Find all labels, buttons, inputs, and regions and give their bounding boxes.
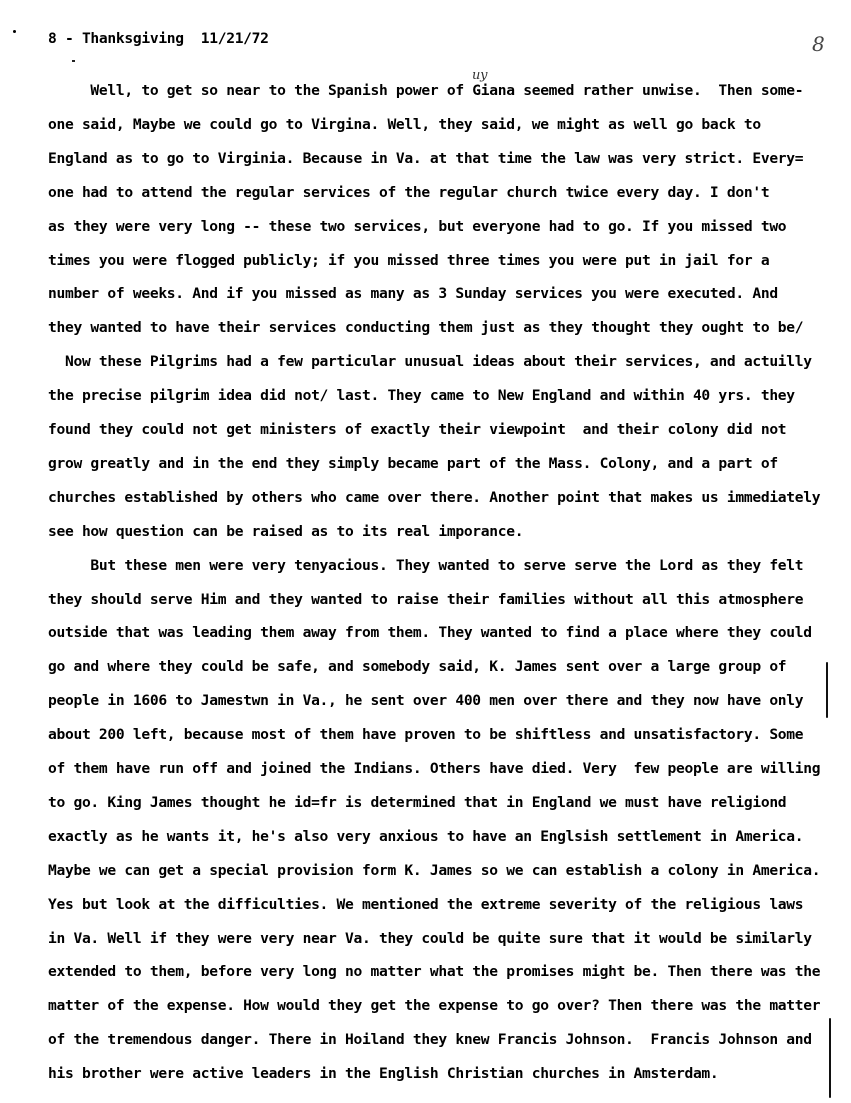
text-line: see how question can be raised as to its real imporance. — [48, 522, 524, 540]
page-header: 8 - Thanksgiving 11/21/72 — [48, 30, 269, 47]
text-line: found they could not get ministers of exactly their viewpoint and their colony did not — [48, 421, 787, 438]
margin-bar-mark — [829, 1018, 831, 1098]
text-line: matter of the expense. How would they get the expense to go over? Then there was the matter — [48, 997, 821, 1015]
text-line: to go. King James thought he id=fr is determined that in England we must have religiond — [48, 793, 787, 811]
handwritten-annotation: uy — [472, 68, 488, 83]
text-line: churches established by others who came over there. Another point that makes us immediately — [48, 488, 821, 506]
text-line: times you were flogged publicly; if you missed three times you were put in jail for a — [48, 251, 770, 269]
text-line: one had to attend the regular services of the regular church twice every day. I don't — [48, 183, 770, 201]
text-line: they wanted to have their services conducting them just as they thought they ought to be/ — [48, 319, 804, 337]
text-line: number of weeks. And if you missed as many as 3 Sunday services you were executed. And — [48, 285, 778, 303]
handwritten-page-number: 8 — [812, 32, 825, 56]
text-line: go and where they could be safe, and somebody said, K. James sent over a large group of — [48, 658, 787, 676]
text-line: Yes but look at the difficulties. We mentioned the extreme severity of the religious laws — [48, 895, 804, 913]
text-line: of them have run off and joined the Indians. Others have died. Very few people are willing — [48, 760, 821, 777]
text-line: exactly as he wants it, he's also very anxious to have an Englsish settlement in America. — [48, 827, 804, 845]
corner-dot-mark — [13, 30, 16, 33]
text-line: his brother were active leaders in the English Christian churches in Amsterdam. — [48, 1065, 719, 1083]
text-line: in Va. Well if they were very near Va. they could be quite sure that it would be similarly — [48, 929, 812, 947]
text-line: the precise pilgrim idea did not/ last. They came to New England and within 40 yrs. they — [48, 387, 795, 405]
text-line: outside that was leading them away from them. They wanted to find a place where they could — [48, 624, 812, 642]
margin-bar-mark — [826, 662, 828, 718]
text-line: extended to them, before very long no matter what the promises might be. Then there was the — [48, 963, 821, 981]
text-line: they should serve Him and they wanted to raise their families without all this atmosphere — [48, 590, 804, 608]
text-line: about 200 left, because most of them have proven to be shiftless and unsatisfactory. Some — [48, 726, 804, 744]
text-line: But these men were very tenyacious. They wanted to serve serve the Lord as they felt — [48, 556, 804, 574]
text-line: Well, to get so near to the Spanish power of Giana seemed rather unwise. Then some- — [48, 82, 804, 99]
text-line: one said, Maybe we could go to Virgina. Well, they said, we might as well go back to — [48, 115, 761, 133]
text-line: of the tremendous danger. There in Hoiland they knew Francis Johnson. Francis Johnson and — [48, 1031, 812, 1049]
text-line: Now these Pilgrims had a few particular unusual ideas about their services, and actuilly — [48, 353, 812, 371]
text-line: England as to go to Virginia. Because in Va. at that time the law was very strict. Every= — [48, 149, 804, 167]
text-line: people in 1606 to Jamestwn in Va., he sent over 400 men over there and they now have only — [48, 692, 804, 710]
text-line: as they were very long -- these two services, but everyone had to go. If you missed two — [48, 217, 787, 235]
text-line: grow greatly and in the end they simply became part of the Mass. Colony, and a part of — [48, 454, 778, 472]
text-line: Maybe we can get a special provision form K. James so we can establish a colony in America. — [48, 861, 821, 879]
stray-mark — [72, 60, 75, 62]
